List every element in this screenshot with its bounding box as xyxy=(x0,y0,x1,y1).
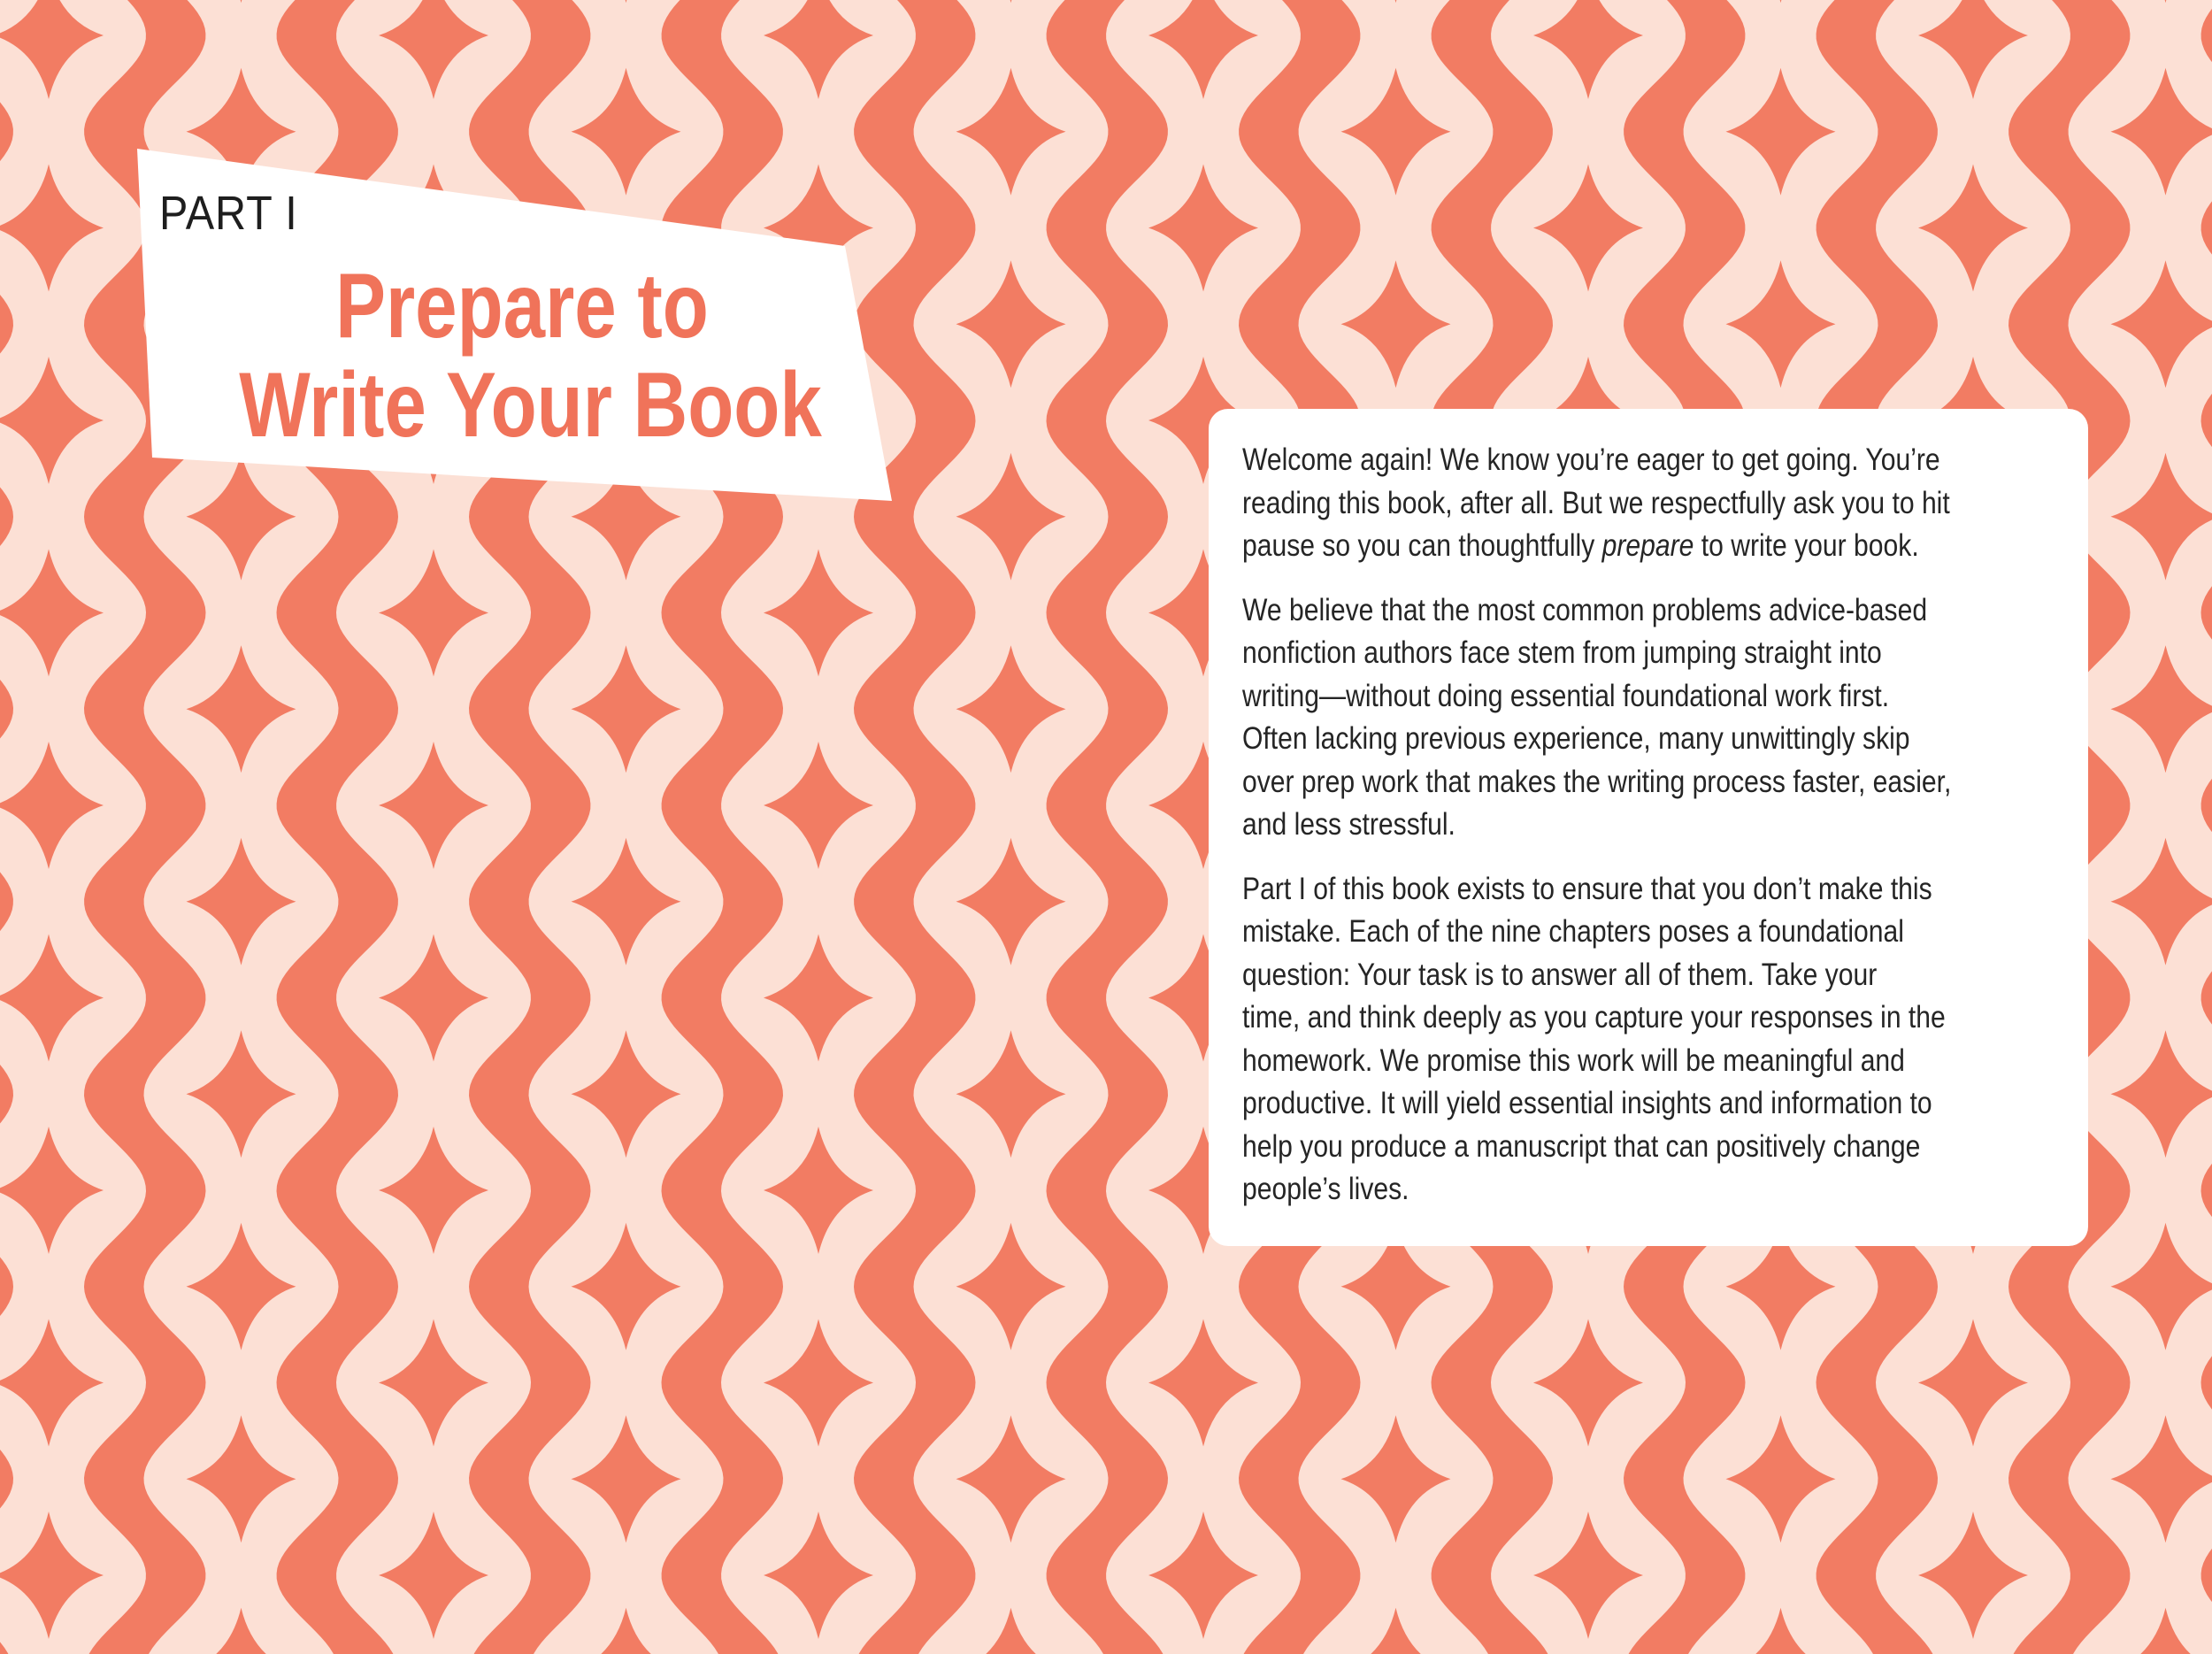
text-line: We believe that the most common problems advice-based xyxy=(1242,592,1928,627)
paragraph-welcome xyxy=(1242,439,2049,568)
text-segment: pause so you can thoughtfully xyxy=(1242,528,1602,563)
text-line: Welcome again! We know you’re eager to get going. You’re xyxy=(1242,442,1940,477)
text-line: writing—without doing essential foundational work first. xyxy=(1242,678,1890,713)
text-line: time, and think deeply as you capture your responses in the xyxy=(1242,1000,1946,1035)
intro-text xyxy=(1242,439,2049,1233)
text-segment: to write your book. xyxy=(1694,528,1919,563)
text-line: homework. We promise this work will be meaningful and xyxy=(1242,1042,1905,1078)
text-line: people’s lives. xyxy=(1242,1172,1409,1206)
text-line xyxy=(1242,525,2049,568)
page-title xyxy=(239,255,822,457)
emphasis-prepare: prepare xyxy=(1601,528,1694,563)
part-title-card xyxy=(0,0,973,531)
text-line: mistake. Each of the nine chapters poses a foundational xyxy=(1242,914,1904,949)
paragraph-part-one xyxy=(1242,868,2049,1212)
text-line: help you produce a manuscript that can positively change xyxy=(1242,1128,1921,1164)
paragraph-belief xyxy=(1242,589,2049,847)
text-line: nonfiction authors face stem from jumping straight into xyxy=(1242,635,1882,670)
title-line-1: Prepare to xyxy=(335,255,709,358)
intro-text-card xyxy=(1209,409,2088,1246)
text-line: and less stressful. xyxy=(1242,807,1455,842)
part-label: PART I xyxy=(159,187,298,240)
title-line-2: Write Your Book xyxy=(239,354,822,457)
text-line: question: Your task is to answer all of them. Take your xyxy=(1242,957,1878,992)
text-line: Part I of this book exists to ensure that you don’t make this xyxy=(1242,871,1932,906)
text-line: over prep work that makes the writing process faster, easier, xyxy=(1242,764,1952,799)
text-line: reading this book, after all. But we respectfully ask you to hit xyxy=(1242,485,1950,520)
text-line: Often lacking previous experience, many unwittingly skip xyxy=(1242,721,1910,756)
text-line: productive. It will yield essential insights and information to xyxy=(1242,1086,1932,1120)
